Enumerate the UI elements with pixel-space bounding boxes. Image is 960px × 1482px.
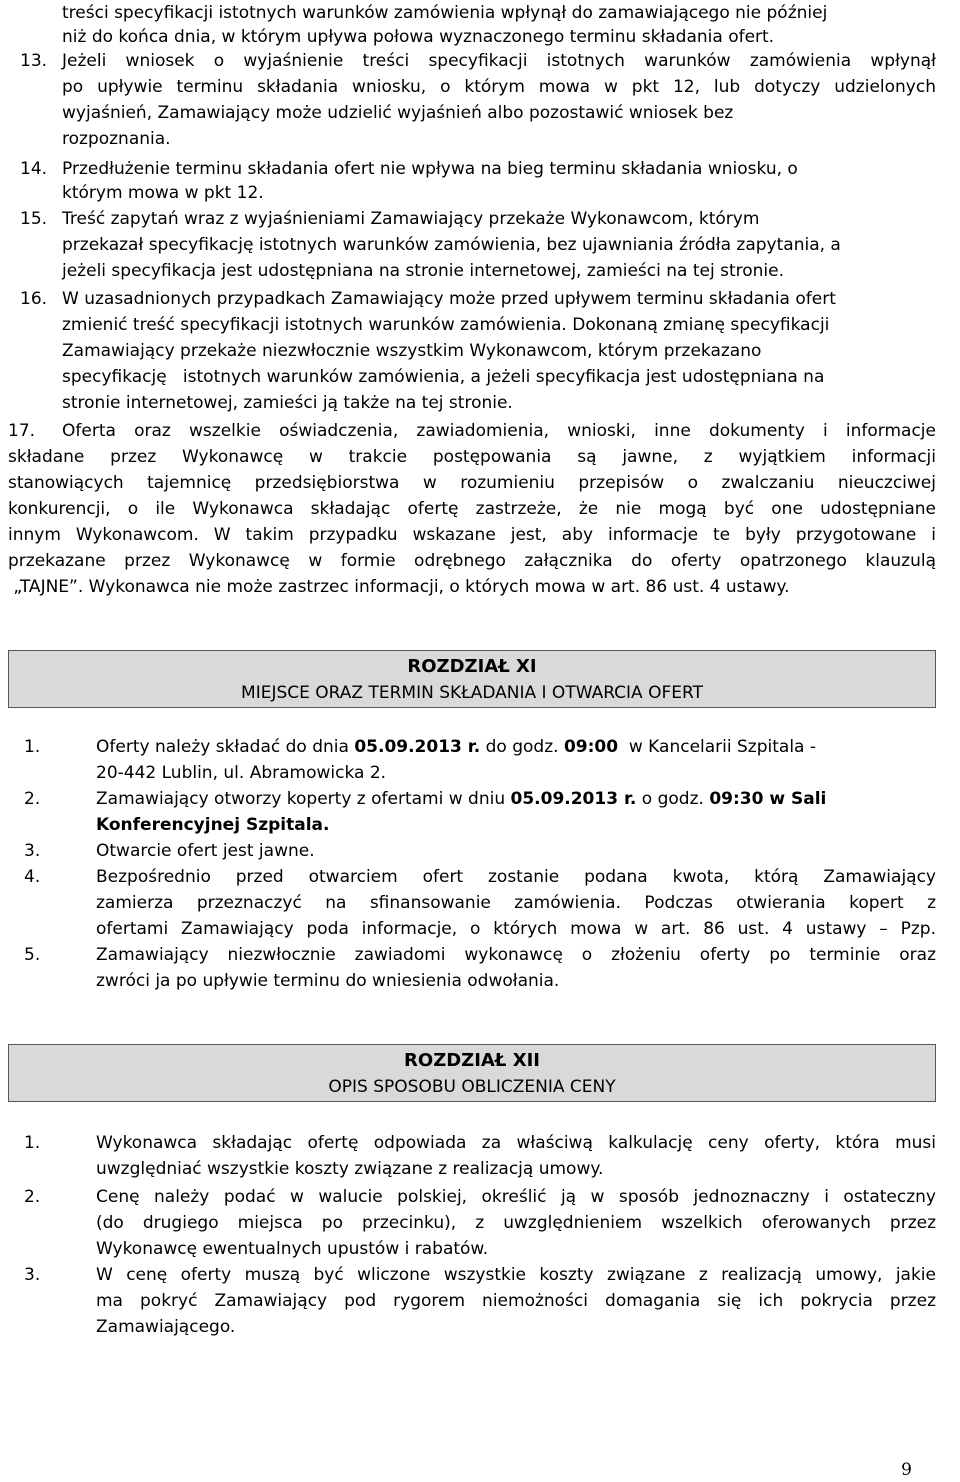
xi-item1-line2: 20-442 Lublin, ul. Abramowicka 2.	[96, 763, 387, 783]
chapter-xi-heading: ROZDZIAŁ XI	[407, 656, 537, 677]
item13-line2: po upływie terminu składania wniosku, o którym mowa w pkt 12, lub dotyczy udzielonych	[62, 77, 936, 97]
xi-item2-time: 09:30 w Sali	[709, 789, 827, 809]
item17-line3: stanowiących tajemnicę przedsiębiorstwa w rozumieniu przepisów o zwalczaniu nieuczciwej	[8, 473, 936, 493]
xi-item5-line1: Zamawiający niezwłocznie zawiadomi wykonawcę o złożeniu oferty po terminie oraz	[96, 945, 936, 965]
xi-item4-line1: Bezpośrednio przed otwarciem ofert zostanie podana kwota, którą Zamawiający	[96, 867, 936, 887]
item16-line3: Zamawiający przekaże niezwłocznie wszystkim Wykonawcom, którym przekazano	[62, 341, 762, 361]
chapter-xii-heading: ROZDZIAŁ XII	[404, 1050, 540, 1071]
item13-number: 13.	[20, 51, 48, 71]
xi-item3-line1: Otwarcie ofert jest jawne.	[96, 841, 315, 861]
item13-line1: Jeżeli wniosek o wyjaśnienie treści specyfikacji istotnych warunków zamówienia wpłynął	[62, 51, 936, 71]
item15-line2: przekazał specyfikację istotnych warunków zamówienia, bez ujawniania źródła zapytania, a	[62, 235, 841, 255]
xi-item5-number: 5.	[24, 945, 41, 965]
xii-item2-number: 2.	[24, 1187, 41, 1207]
xii-item2-line3: Wykonawcę ewentualnych upustów i rabatów.	[96, 1239, 489, 1259]
xi-item2-date: 05.09.2013 r.	[510, 789, 637, 809]
item12-line2: niż do końca dnia, w którym upływa połowa wyznaczonego terminu składania ofert.	[62, 27, 775, 47]
chapter-xii-header	[8, 1044, 936, 1102]
item14-line1: Przedłużenie terminu składania ofert nie wpływa na bieg terminu składania wniosku, o	[62, 159, 798, 179]
xi-item1-text1: Oferty należy składać do dnia	[96, 737, 355, 757]
item13-line3: wyjaśnień, Zamawiający może udzielić wyjaśnień albo pozostawić wniosek bez	[62, 103, 734, 123]
item17-line4: konkurencji, o ile Wykonawca składając ofertę zastrzeże, że nie mogą być one udostępniane	[8, 499, 936, 519]
xi-item1-line1	[96, 734, 816, 760]
xi-item1-text3: w Kancelarii Szpitala -	[618, 737, 816, 757]
item13-line4: rozpoznania.	[62, 129, 171, 149]
xi-item4-number: 4.	[24, 867, 41, 887]
xi-item5-line2: zwróci ja po upływie terminu do wniesienia odwołania.	[96, 971, 560, 991]
xii-item1-number: 1.	[24, 1133, 41, 1153]
xi-item4-line3: ofertami Zamawiający poda informacje, o których mowa w art. 86 ust. 4 ustawy – Pzp.	[96, 919, 936, 939]
item16-number: 16.	[20, 289, 48, 309]
xi-item2-line2: Konferencyjnej Szpitala.	[96, 815, 330, 835]
xi-item2-text1: Zamawiający otworzy koperty z ofertami w dniu	[96, 789, 511, 809]
xi-item1-time: 09:00	[563, 737, 619, 757]
item16-line5: stronie internetowej, zamieści ją także na tej stronie.	[62, 393, 513, 413]
xi-item1-date: 05.09.2013 r.	[354, 737, 481, 757]
xii-item3-line1: W cenę oferty muszą być wliczone wszystkie koszty związane z realizacją umowy, jakie	[96, 1265, 936, 1285]
item17-line1: Oferta oraz wszelkie oświadczenia, zawiadomienia, wnioski, inne dokumenty i informacje	[62, 421, 936, 441]
item17-line2: składane przez Wykonawcę w trakcie postępowania są jawne, z wyjątkiem informacji	[8, 447, 936, 467]
xii-item3-number: 3.	[24, 1265, 41, 1285]
item16-line4: specyfikację istotnych warunków zamówienia, a jeżeli specyfikacja jest udostępniana na	[62, 367, 825, 387]
item15-line1: Treść zapytań wraz z wyjaśnieniami Zamawiający przekaże Wykonawcom, którym	[62, 209, 760, 229]
xii-item3-line2: ma pokryć Zamawiający pod rygorem niemożności domagania się ich pokrycia przez	[96, 1291, 936, 1311]
chapter-xi-subheading: MIEJSCE ORAZ TERMIN SKŁADANIA I OTWARCIA OFERT	[241, 683, 703, 703]
xi-item2-number: 2.	[24, 789, 41, 809]
xii-item2-line2: (do drugiego miejsca po przecinku), z uwzględnieniem wszelkich oferowanych przez	[96, 1213, 936, 1233]
item16-line2: zmienić treść specyfikacji istotnych warunków zamówienia. Dokonaną zmianę specyfikacji	[62, 315, 830, 335]
xi-item1-number: 1.	[24, 737, 41, 757]
item15-line3: jeżeli specyfikacja jest udostępniana na stronie internetowej, zamieści na tej stronie.	[62, 261, 785, 281]
xi-item2-text2: o godz.	[636, 789, 710, 809]
xii-item1-line2: uwzględniać wszystkie koszty związane z realizacją umowy.	[96, 1159, 604, 1179]
xii-item3-line3: Zamawiającego.	[96, 1317, 236, 1337]
chapter-xii-subheading: OPIS SPOSOBU OBLICZENIA CENY	[328, 1077, 616, 1097]
page-number: 9	[901, 1460, 912, 1480]
xii-item2-line1: Cenę należy podać w walucie polskiej, określić ją w sposób jednoznaczny i ostateczny	[96, 1187, 936, 1207]
item14-line2: którym mowa w pkt 12.	[62, 183, 264, 203]
chapter-xi-header	[8, 650, 936, 708]
item17-line7: „TAJNE”. Wykonawca nie może zastrzec informacji, o których mowa w art. 86 ust. 4 ustawy.	[8, 577, 790, 597]
xi-item2-line1	[96, 786, 826, 812]
item17-line5: innym Wykonawcom. W takim przypadku wskazane jest, aby informacje te były przygotowane i	[8, 525, 936, 545]
xii-item1-line1: Wykonawca składając ofertę odpowiada za właściwą kalkulację ceny oferty, która musi	[96, 1133, 936, 1153]
item15-number: 15.	[20, 209, 48, 229]
item14-number: 14.	[20, 159, 48, 179]
xi-item1-text2: do godz.	[480, 737, 564, 757]
xi-item3-number: 3.	[24, 841, 41, 861]
item16-line1: W uzasadnionych przypadkach Zamawiający może przed upływem terminu składania ofert	[62, 289, 836, 309]
item17-number: 17.	[8, 421, 36, 441]
xi-item4-line2: zamierza przeznaczyć na sfinansowanie zamówienia. Podczas otwierania kopert z	[96, 893, 936, 913]
item12-line1: treści specyfikacji istotnych warunków zamówienia wpłynął do zamawiającego nie później	[62, 3, 828, 23]
item17-line6: przekazane przez Wykonawcę w formie odrębnego załącznika do oferty opatrzonego klauzulą	[8, 551, 936, 571]
